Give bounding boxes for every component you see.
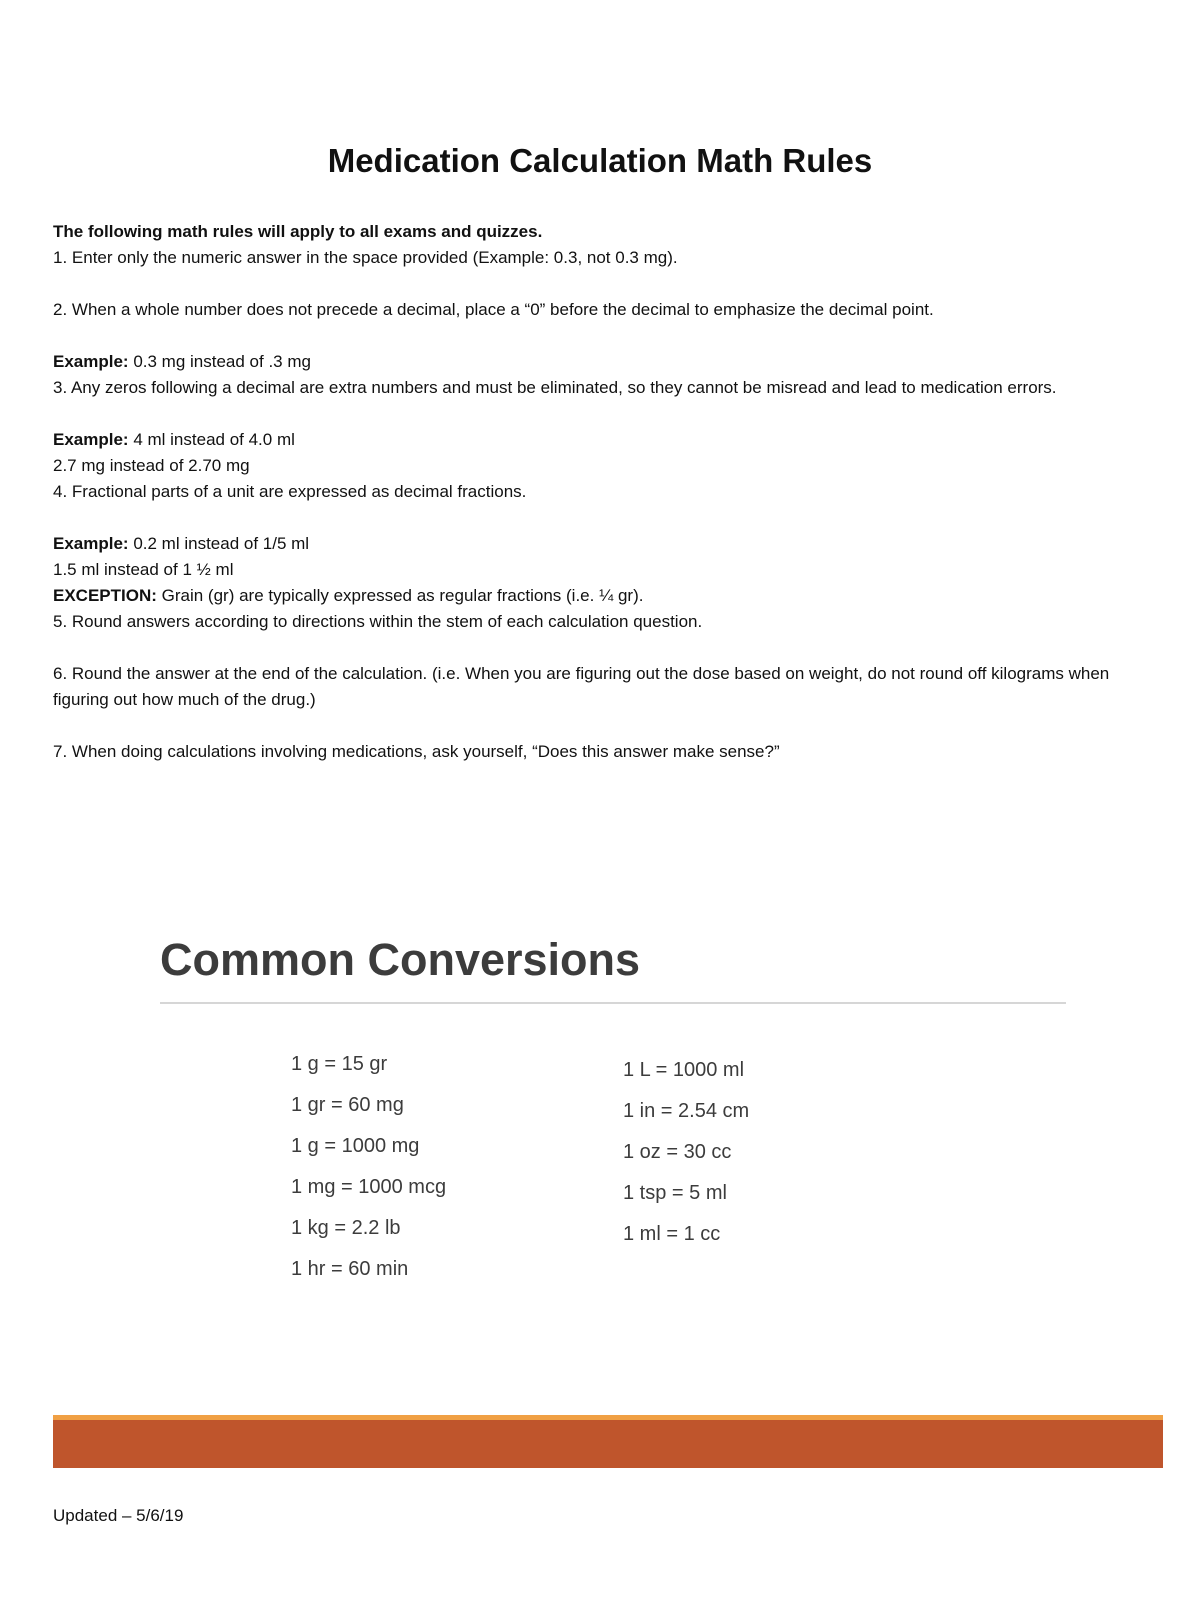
conversion-item: 1 in = 2.54 cm (623, 1100, 750, 1122)
rule-3-example-2: 2.7 mg instead of 2.70 mg (53, 456, 250, 475)
example-label: Example: (53, 430, 129, 449)
footer-band (53, 1415, 1163, 1468)
rule-5: 5. Round answers according to directions within the stem of each calculation question. (53, 612, 703, 631)
conversion-item: 1 gr = 60 mg (291, 1094, 404, 1116)
rule-6: 6. Round the answer at the end of the calculation. (i.e. When you are figuring out the dose based on weight, do not round off kilograms when figuring out how much of the drug.) (53, 664, 1110, 709)
rule-3: 3. Any zeros following a decimal are extra numbers and must be eliminated, so they cannot be misread and lead to medication errors. (53, 378, 1057, 397)
example-label: Example: (53, 534, 129, 553)
conversion-item: 1 mg = 1000 mcg (291, 1176, 447, 1198)
rule-2-example: Example: 0.3 mg instead of .3 mg (53, 352, 311, 371)
rule-4-example: Example: 0.2 ml instead of 1/5 ml (53, 534, 310, 553)
rule-2: 2. When a whole number does not precede a decimal, place a “0” before the decimal to emphasize the decimal point. (53, 300, 934, 319)
rules-intro: The following math rules will apply to all exams and quizzes. (53, 222, 543, 241)
rules-section (53, 219, 1163, 765)
conversions-right-list (623, 1050, 749, 1255)
conversions-divider (160, 1002, 1066, 1004)
conversion-item: 1 kg = 2.2 lb (291, 1217, 401, 1239)
conversions-title: Common Conversions (160, 934, 641, 985)
rule-7: 7. When doing calculations involving medications, ask yourself, “Does this answer make sense?” (53, 742, 780, 761)
conversion-item: 1 hr = 60 min (291, 1258, 409, 1280)
example-label: Example: (53, 352, 129, 371)
exception-label: EXCEPTION: (53, 586, 157, 605)
rule-3-example: Example: 4 ml instead of 4.0 ml (53, 430, 295, 449)
page-title: Medication Calculation Math Rules (327, 142, 873, 179)
conversion-item: 1 oz = 30 cc (623, 1141, 732, 1163)
conversion-item: 1 ml = 1 cc (623, 1223, 721, 1245)
rule-4-example-2: 1.5 ml instead of 1 ½ ml (53, 560, 234, 579)
conversion-item: 1 g = 1000 mg (291, 1135, 420, 1157)
conversion-item: 1 L = 1000 ml (623, 1059, 745, 1081)
rule-4: 4. Fractional parts of a unit are expressed as decimal fractions. (53, 482, 527, 501)
conversions-left-list (291, 1044, 446, 1290)
updated-date: Updated – 5/6/19 (53, 1506, 184, 1525)
conversion-item: 1 g = 15 gr (291, 1053, 388, 1075)
rule-1: 1. Enter only the numeric answer in the space provided (Example: 0.3, not 0.3 mg). (53, 248, 678, 267)
exception-note: EXCEPTION: Grain (gr) are typically expressed as regular fractions (i.e. ¼ gr). (53, 586, 644, 605)
conversion-item: 1 tsp = 5 ml (623, 1182, 727, 1204)
